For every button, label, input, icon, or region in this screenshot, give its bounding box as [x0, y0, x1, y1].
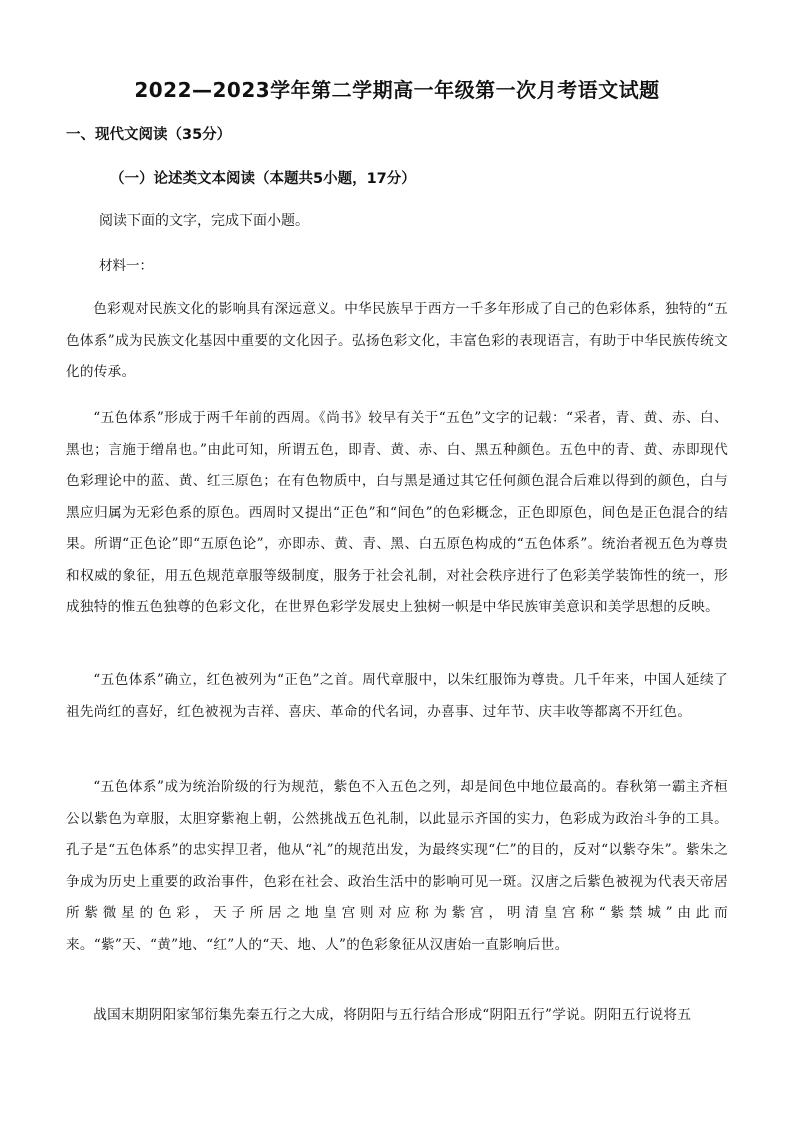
paragraph-4: “五色体系”成为统治阶级的行为规范，紫色不入五色之列，却是间色中地位最高的。春秋第一霸主齐桓公以紫色为章服，太胆穿紫袍上朝，公然挑战五色礼制，以此显示齐国的实力，色彩成为政治斗争的工具。孔子是“五色体系”的忠实捍卫者，他从“礼”的规范出发，为最终实现“仁”的目的，反对“以紫夺朱”。紫朱之争成为历史上重要的政治事件，色彩在社会、政治生活中的影响可见一斑。汉唐之后紫色被视为代表天帝居所紫微星的色彩，天子所居之地皇宫则对应称为紫宫，明清皇宫称“紫禁城”由此而来。“紫”天、“黄”地、“红”人的“天、地、人”的色彩象征从汉唐始一直影响后世。 [66, 779, 728, 953]
paragraph-1: 色彩观对民族文化的影响具有深远意义。中华民族早于西方一千多年形成了自己的色彩体系，独特的“五色体系”成为民族文化基因中重要的文化因子。弘扬色彩文化，丰富色彩的表现语言，有助于中华民族传统文化的传承。 [66, 301, 728, 380]
paragraph-2: “五色体系”形成于两千年前的西周。《尚书》较早有关于“五色”文字的记载：“采者，青、黄、赤、白、黑也；言施于缯帛也。”由此可知，所谓五色，即青、黄、赤、白、黑五种颜色。五色中的青、黄、赤即现代色彩理论中的蓝、黄、红三原色；在有色物质中，白与黑是通过其它任何颜色混合后难以得到的颜色，白与黑应归属为无彩色系的原色。西周时又提出“正色”和“间色”的色彩概念，正色即原色，间色是正色混合的结果。所谓“正色论”即“五原色论”，亦即赤、黄、青、黑、白五原色构成的“五色体系”。统治者视五色为尊贵和权威的象征，用五色规范章服等级制度，服务于社会礼制，对社会秩序进行了色彩美学装饰性的统一，形成独特的惟五色独尊的色彩文化，在世界色彩学发展史上独树一帜是中华民族审美意识和美学思想的反映。 [66, 410, 728, 615]
paragraph-5: 战国末期阴阳家邹衍集先秦五行之大成，将阴阳与五行结合形成“阴阳五行”学说。阴阳五行说将五 [93, 1007, 692, 1023]
sub-section-heading: （一）论述类文本阅读（本题共5小题，17分） [110, 171, 416, 187]
paragraph-3: “五色体系”确立，红色被列为“正色”之首。周代章服中，以朱红服饰为尊贵。几千年来，中国人延续了祖先尚红的喜好，红色被视为吉祥、喜庆、革命的代名词，办喜事、过年节、庆丰收等都离不开红色。 [66, 672, 728, 720]
reading-instruction: 阅读下面的文字，完成下面小题。 [99, 213, 309, 229]
exam-title: 2022—2023学年第二学期高一年级第一次月考语文试题 [134, 78, 660, 102]
material-label: 材料一： [99, 258, 153, 274]
section-heading: 一、现代文阅读（35分） [66, 127, 232, 143]
